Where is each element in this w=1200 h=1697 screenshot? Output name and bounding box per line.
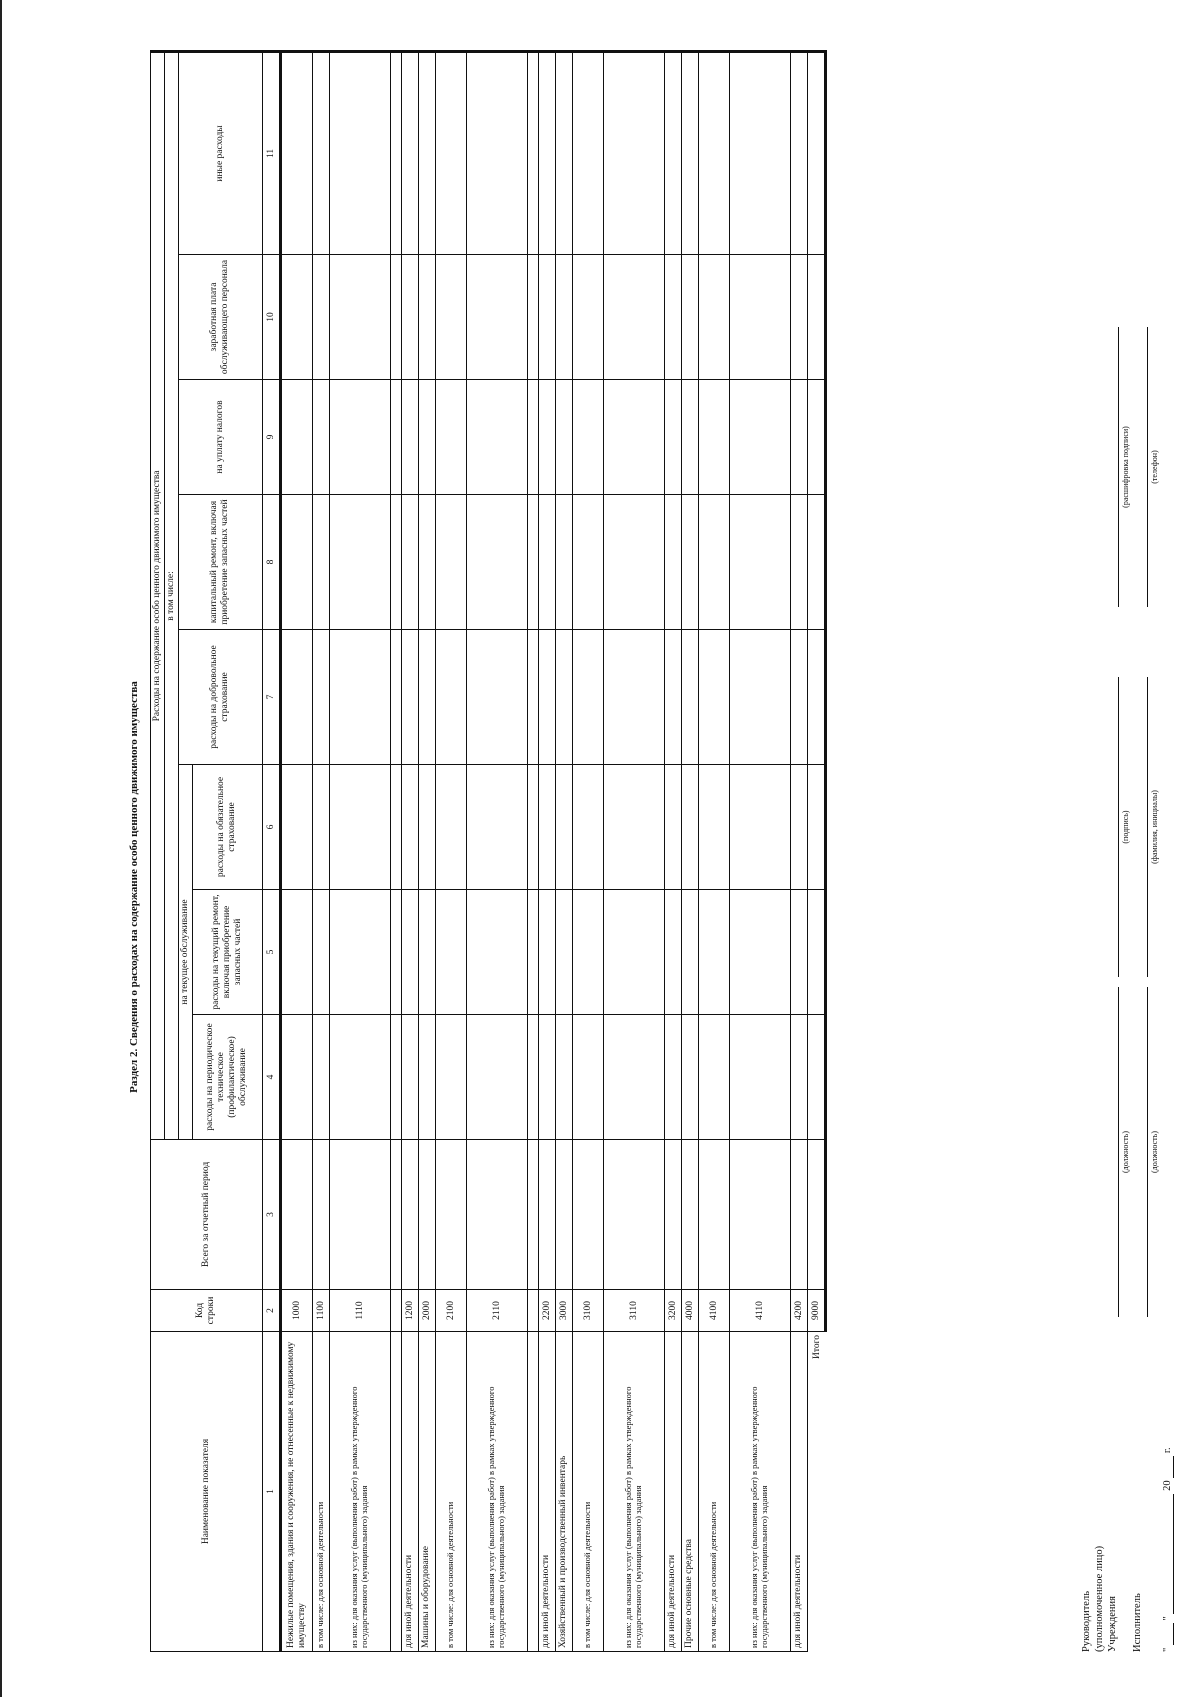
value-cell[interactable]: [418, 255, 435, 380]
value-cell[interactable]: [681, 380, 698, 495]
date-year-field[interactable]: [1162, 1456, 1174, 1478]
column-numbers-row: [262, 51, 280, 1651]
spacer-cell: [390, 1140, 401, 1290]
value-cell[interactable]: [681, 765, 698, 890]
value-cell[interactable]: [435, 255, 466, 380]
header-c8: капитальный ремонт, включая приобретение запасных частей: [178, 495, 262, 630]
row-label: Прочие основные средства: [681, 1332, 698, 1652]
executor-label: Исполнитель: [1132, 1593, 1143, 1652]
column-number: 10: [262, 255, 280, 380]
date-year-suffix: г.: [1162, 1447, 1173, 1454]
table-row: [572, 51, 603, 1651]
value-cell[interactable]: [555, 51, 572, 254]
executor-name-caption: (фамилия, инициалы): [1150, 790, 1159, 864]
value-cell[interactable]: [280, 51, 312, 254]
spacer-cell: [527, 890, 538, 1015]
value-cell[interactable]: [401, 495, 418, 630]
value-cell[interactable]: [538, 1015, 555, 1140]
total-value-cell[interactable]: [807, 495, 825, 630]
value-cell[interactable]: [603, 380, 664, 495]
value-cell[interactable]: [664, 1140, 681, 1290]
value-cell[interactable]: [329, 495, 390, 630]
value-cell[interactable]: [329, 630, 390, 765]
value-cell[interactable]: [572, 1015, 603, 1140]
spacer-cell: [527, 380, 538, 495]
row-label: Нежилые помещения, здания и сооружения, не отнесенные к недвижимому имуществу: [280, 1332, 312, 1652]
value-cell[interactable]: [698, 1140, 729, 1290]
column-number: 11: [262, 51, 280, 254]
head-position-line[interactable]: [1118, 987, 1119, 1317]
value-cell[interactable]: [664, 890, 681, 1015]
column-number: 6: [262, 765, 280, 890]
value-cell[interactable]: [401, 1140, 418, 1290]
column-number: 5: [262, 890, 280, 1015]
value-cell[interactable]: [790, 255, 807, 380]
value-cell[interactable]: [572, 630, 603, 765]
table-row: [435, 51, 466, 1651]
value-cell[interactable]: [435, 1140, 466, 1290]
spacer-cell: [527, 630, 538, 765]
head-label: [1080, 1546, 1119, 1652]
value-cell[interactable]: [329, 380, 390, 495]
spacer-row: [527, 51, 538, 1651]
value-cell[interactable]: [572, 1140, 603, 1290]
value-cell[interactable]: [681, 51, 698, 254]
table-row: [790, 51, 807, 1651]
value-cell[interactable]: [572, 380, 603, 495]
value-cell[interactable]: [698, 255, 729, 380]
value-cell[interactable]: [280, 890, 312, 1015]
value-cell[interactable]: [572, 255, 603, 380]
value-cell[interactable]: [572, 890, 603, 1015]
column-number: 9: [262, 380, 280, 495]
value-cell[interactable]: [418, 1140, 435, 1290]
row-code: 3000: [555, 1290, 572, 1332]
head-label-line1: Руководитель: [1081, 1591, 1092, 1652]
date-year-prefix: 20: [1162, 1480, 1173, 1491]
value-cell[interactable]: [790, 890, 807, 1015]
spacer-cell: [527, 1290, 538, 1332]
value-cell[interactable]: [329, 1140, 390, 1290]
row-code: 1200: [401, 1290, 418, 1332]
value-cell[interactable]: [466, 630, 527, 765]
header-c11: иные расходы: [178, 51, 262, 254]
value-cell[interactable]: [329, 765, 390, 890]
spacer-cell: [390, 1290, 401, 1332]
date-quote-open: ": [1162, 1647, 1173, 1652]
value-cell[interactable]: [538, 630, 555, 765]
value-cell[interactable]: [681, 890, 698, 1015]
header-c6: расходы на обязательное страхование: [192, 765, 262, 890]
total-label: Итого: [807, 1332, 825, 1652]
date-quote-close: ": [1162, 1616, 1173, 1621]
head-signature-caption: (подпись): [1121, 810, 1130, 844]
row-code: 4100: [698, 1290, 729, 1332]
value-cell[interactable]: [681, 1015, 698, 1140]
executor-position-line[interactable]: [1147, 987, 1148, 1317]
executor-name-line[interactable]: [1147, 677, 1148, 977]
value-cell[interactable]: [280, 630, 312, 765]
row-label: для иной деятельности: [790, 1332, 807, 1652]
value-cell[interactable]: [664, 1015, 681, 1140]
value-cell[interactable]: [790, 380, 807, 495]
table-row: [466, 51, 527, 1651]
table-row: [698, 51, 729, 1651]
value-cell[interactable]: [418, 890, 435, 1015]
value-cell[interactable]: [664, 765, 681, 890]
column-number: 4: [262, 1015, 280, 1140]
total-code: 9000: [807, 1290, 825, 1332]
total-value-cell[interactable]: [807, 890, 825, 1015]
spacer-cell: [390, 495, 401, 630]
spacer-cell: [390, 51, 401, 254]
value-cell[interactable]: [603, 255, 664, 380]
row-code: 2100: [435, 1290, 466, 1332]
value-cell[interactable]: [729, 51, 790, 254]
value-cell[interactable]: [401, 630, 418, 765]
value-cell[interactable]: [466, 1140, 527, 1290]
value-cell[interactable]: [729, 255, 790, 380]
spacer-cell: [390, 1332, 401, 1652]
expenses-table: [150, 50, 827, 1652]
value-cell[interactable]: [280, 255, 312, 380]
row-label: из них: для оказания услуг (выполнения работ) в рамках утвержденного государственного (муниципального) задания: [466, 1332, 527, 1652]
row-code: 1000: [280, 1290, 312, 1332]
header-in-that: в том числе:: [164, 51, 178, 1139]
value-cell[interactable]: [664, 380, 681, 495]
value-cell[interactable]: [555, 1140, 572, 1290]
value-cell[interactable]: [729, 890, 790, 1015]
value-cell[interactable]: [698, 630, 729, 765]
head-position-caption: (должность): [1121, 1131, 1130, 1173]
value-cell[interactable]: [329, 51, 390, 254]
value-cell[interactable]: [435, 380, 466, 495]
value-cell[interactable]: [401, 765, 418, 890]
value-cell[interactable]: [401, 51, 418, 254]
head-decoding-caption: (расшифровка подписи): [1121, 426, 1130, 508]
value-cell[interactable]: [729, 630, 790, 765]
value-cell[interactable]: [312, 51, 329, 254]
header-c7: расходы на добровольное страхование: [178, 630, 262, 765]
value-cell[interactable]: [329, 1015, 390, 1140]
value-cell[interactable]: [572, 495, 603, 630]
value-cell[interactable]: [418, 765, 435, 890]
value-cell[interactable]: [466, 51, 527, 254]
executor-phone-caption: (телефон): [1150, 450, 1159, 484]
row-label: для иной деятельности: [538, 1332, 555, 1652]
value-cell[interactable]: [555, 765, 572, 890]
spacer-cell: [390, 765, 401, 890]
head-signature-line[interactable]: [1118, 677, 1119, 977]
row-label: в том числе: для основной деятельности: [435, 1332, 466, 1652]
row-code: 4200: [790, 1290, 807, 1332]
column-number: 7: [262, 630, 280, 765]
value-cell[interactable]: [538, 495, 555, 630]
table-row: [681, 51, 698, 1651]
value-cell[interactable]: [435, 890, 466, 1015]
value-cell[interactable]: [280, 495, 312, 630]
row-code: 2200: [538, 1290, 555, 1332]
value-cell[interactable]: [401, 1015, 418, 1140]
value-cell[interactable]: [312, 630, 329, 765]
spacer-cell: [527, 1140, 538, 1290]
value-cell[interactable]: [312, 495, 329, 630]
row-code: 1100: [312, 1290, 329, 1332]
value-cell[interactable]: [435, 495, 466, 630]
spacer-row: [390, 51, 401, 1651]
value-cell[interactable]: [729, 495, 790, 630]
value-cell[interactable]: [698, 495, 729, 630]
head-label-line3: Учреждения: [1107, 1596, 1119, 1652]
value-cell[interactable]: [681, 630, 698, 765]
spacer-cell: [527, 765, 538, 890]
value-cell[interactable]: [790, 630, 807, 765]
row-label: в том числе: для основной деятельности: [572, 1332, 603, 1652]
value-cell[interactable]: [729, 1015, 790, 1140]
value-cell[interactable]: [790, 495, 807, 630]
table-row: [664, 51, 681, 1651]
header-c10: заработная плата обслуживающего персонала: [178, 255, 262, 380]
value-cell[interactable]: [790, 1015, 807, 1140]
value-cell[interactable]: [603, 630, 664, 765]
table-row: [401, 51, 418, 1651]
spacer-cell: [390, 630, 401, 765]
value-cell[interactable]: [790, 1140, 807, 1290]
table-row: [729, 51, 790, 1651]
value-cell[interactable]: [418, 495, 435, 630]
value-cell[interactable]: [790, 765, 807, 890]
header-c4: расходы на периодическое техническое (профилактическое) обслуживание: [192, 1015, 262, 1140]
table-row: [312, 51, 329, 1651]
value-cell[interactable]: [312, 1015, 329, 1140]
value-cell[interactable]: [401, 255, 418, 380]
value-cell[interactable]: [572, 765, 603, 890]
value-cell[interactable]: [790, 51, 807, 254]
value-cell[interactable]: [435, 765, 466, 890]
value-cell[interactable]: [603, 495, 664, 630]
column-number: 8: [262, 495, 280, 630]
value-cell[interactable]: [698, 1015, 729, 1140]
row-code: 3110: [603, 1290, 664, 1332]
column-number: 2: [262, 1290, 280, 1332]
value-cell[interactable]: [466, 890, 527, 1015]
value-cell[interactable]: [555, 380, 572, 495]
value-cell[interactable]: [401, 380, 418, 495]
total-value-cell[interactable]: [807, 1015, 825, 1140]
header-c9: на уплату налогов: [178, 380, 262, 495]
table-row: [538, 51, 555, 1651]
value-cell[interactable]: [329, 890, 390, 1015]
value-cell[interactable]: [698, 380, 729, 495]
date-day-field[interactable]: [1162, 1623, 1174, 1645]
spacer-cell: [527, 51, 538, 254]
value-cell[interactable]: [603, 1015, 664, 1140]
column-number: 1: [262, 1332, 280, 1652]
value-cell[interactable]: [538, 1140, 555, 1290]
table-row: [603, 51, 664, 1651]
value-cell[interactable]: [664, 495, 681, 630]
value-cell[interactable]: [312, 255, 329, 380]
row-label: из них: для оказания услуг (выполнения работ) в рамках утвержденного государственного (муниципального) задания: [329, 1332, 390, 1652]
value-cell[interactable]: [603, 890, 664, 1015]
spacer-cell: [527, 255, 538, 380]
value-cell[interactable]: [466, 765, 527, 890]
section-title: Раздел 2. Сведения о расходах на содержание особо ценного движимого имущества: [128, 681, 140, 1093]
value-cell[interactable]: [555, 890, 572, 1015]
executor-position-caption: (должность): [1150, 1131, 1159, 1173]
spacer-cell: [527, 495, 538, 630]
header-c5: расходы на текущий ремонт, включая приобретение запасных частей: [192, 890, 262, 1015]
value-cell[interactable]: [664, 51, 681, 254]
table-row: [418, 51, 435, 1651]
value-cell[interactable]: [698, 765, 729, 890]
total-value-cell[interactable]: [807, 1140, 825, 1290]
header-expenses-group: Расходы на содержание особо ценного движимого имущества: [151, 51, 165, 1139]
value-cell[interactable]: [729, 765, 790, 890]
value-cell[interactable]: [681, 1140, 698, 1290]
row-code: 2110: [466, 1290, 527, 1332]
value-cell[interactable]: [681, 495, 698, 630]
value-cell[interactable]: [698, 51, 729, 254]
row-label: Хозяйственный и производственный инвентарь: [555, 1332, 572, 1652]
value-cell[interactable]: [603, 1140, 664, 1290]
total-value-cell[interactable]: [807, 765, 825, 890]
table-row: [329, 51, 390, 1651]
column-number: 3: [262, 1140, 280, 1290]
value-cell[interactable]: [418, 630, 435, 765]
row-label: из них: для оказания услуг (выполнения работ) в рамках утвержденного государственного (муниципального) задания: [729, 1332, 790, 1652]
row-label: в том числе: для основной деятельности: [312, 1332, 329, 1652]
value-cell[interactable]: [729, 380, 790, 495]
value-cell[interactable]: [538, 380, 555, 495]
header-name: Наименование показателя: [151, 1332, 263, 1652]
value-cell[interactable]: [555, 630, 572, 765]
value-cell[interactable]: [538, 51, 555, 254]
date-month-field[interactable]: [1162, 1494, 1174, 1614]
row-label: для иной деятельности: [401, 1332, 418, 1652]
row-code: 3100: [572, 1290, 603, 1332]
value-cell[interactable]: [603, 51, 664, 254]
value-cell[interactable]: [418, 51, 435, 254]
value-cell[interactable]: [466, 1015, 527, 1140]
head-decoding-line[interactable]: [1118, 327, 1119, 607]
executor-phone-line[interactable]: [1147, 327, 1148, 607]
value-cell[interactable]: [555, 1015, 572, 1140]
spacer-cell: [390, 255, 401, 380]
value-cell[interactable]: [280, 1140, 312, 1290]
row-code: 1110: [329, 1290, 390, 1332]
value-cell[interactable]: [466, 255, 527, 380]
value-cell[interactable]: [603, 765, 664, 890]
spacer-cell: [390, 380, 401, 495]
row-label: Машины и оборудование: [418, 1332, 435, 1652]
spacer-cell: [527, 1332, 538, 1652]
value-cell[interactable]: [280, 765, 312, 890]
value-cell[interactable]: [418, 380, 435, 495]
spacer-cell: [390, 890, 401, 1015]
value-cell[interactable]: [729, 1140, 790, 1290]
value-cell[interactable]: [664, 630, 681, 765]
header-current-service: на текущее обслуживание: [178, 765, 192, 1140]
row-label: в том числе: для основной деятельности: [698, 1332, 729, 1652]
total-row: [807, 51, 825, 1651]
value-cell[interactable]: [538, 765, 555, 890]
total-value-cell[interactable]: [807, 380, 825, 495]
head-label-line2: (уполномоченное лицо): [1094, 1545, 1106, 1652]
value-cell[interactable]: [312, 380, 329, 495]
value-cell[interactable]: [538, 890, 555, 1015]
value-cell[interactable]: [280, 380, 312, 495]
row-code: 3200: [664, 1290, 681, 1332]
row-code: 2000: [418, 1290, 435, 1332]
row-label: из них: для оказания услуг (выполнения работ) в рамках утвержденного государственного (муниципального) задания: [603, 1332, 664, 1652]
row-code: 4110: [729, 1290, 790, 1332]
table-body: [280, 51, 825, 1651]
spacer-cell: [390, 1015, 401, 1140]
value-cell[interactable]: [401, 890, 418, 1015]
value-cell[interactable]: [312, 890, 329, 1015]
total-value-cell[interactable]: [807, 630, 825, 765]
value-cell[interactable]: [555, 495, 572, 630]
row-code: 4000: [681, 1290, 698, 1332]
table-row: [555, 51, 572, 1651]
header-total: Всего за отчетный период: [151, 1140, 263, 1290]
row-label: для иной деятельности: [664, 1332, 681, 1652]
value-cell[interactable]: [572, 51, 603, 254]
value-cell[interactable]: [681, 255, 698, 380]
date-line: [1162, 1447, 1174, 1652]
value-cell[interactable]: [312, 765, 329, 890]
value-cell[interactable]: [698, 890, 729, 1015]
value-cell[interactable]: [329, 255, 390, 380]
table-row: [280, 51, 312, 1651]
value-cell[interactable]: [466, 495, 527, 630]
value-cell[interactable]: [538, 255, 555, 380]
value-cell[interactable]: [435, 51, 466, 254]
value-cell[interactable]: [280, 1015, 312, 1140]
value-cell[interactable]: [312, 1140, 329, 1290]
value-cell[interactable]: [664, 255, 681, 380]
value-cell[interactable]: [555, 255, 572, 380]
value-cell[interactable]: [435, 630, 466, 765]
total-value-cell[interactable]: [807, 255, 825, 380]
value-cell[interactable]: [466, 380, 527, 495]
value-cell[interactable]: [418, 1015, 435, 1140]
header-code: Код строки: [151, 1290, 263, 1332]
total-value-cell[interactable]: [807, 51, 825, 254]
spacer-cell: [527, 1015, 538, 1140]
value-cell[interactable]: [435, 1015, 466, 1140]
